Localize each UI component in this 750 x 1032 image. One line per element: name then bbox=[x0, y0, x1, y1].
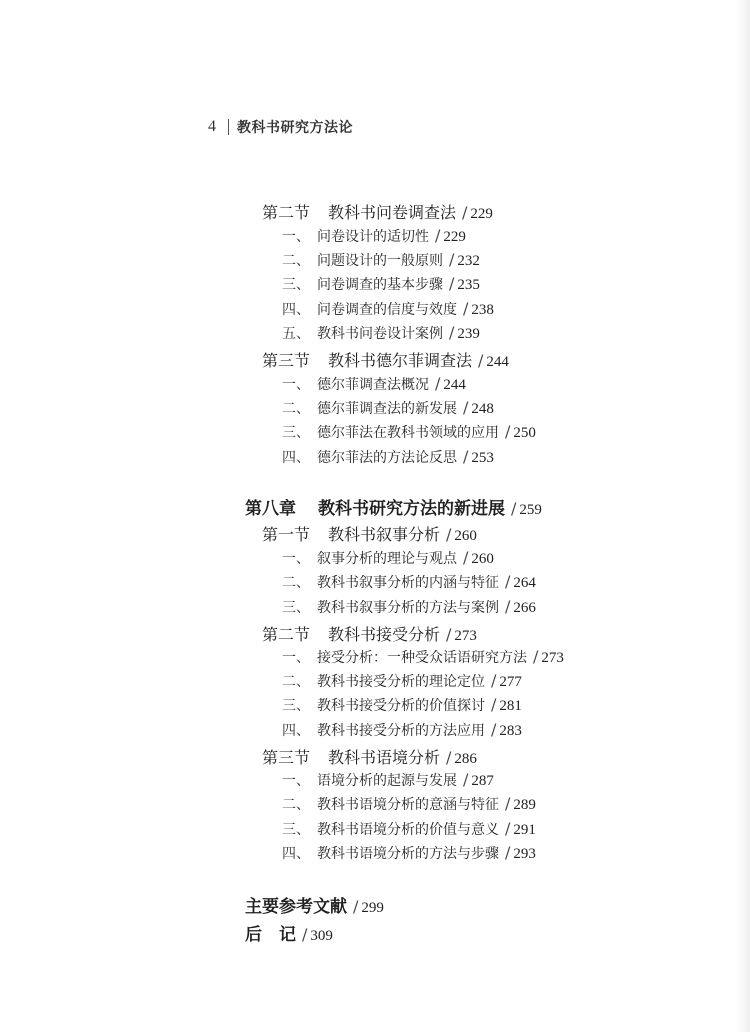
slash-separator: / bbox=[449, 323, 455, 342]
item-page: 266 bbox=[513, 600, 536, 616]
toc-item[interactable] bbox=[282, 794, 536, 814]
running-header bbox=[208, 116, 353, 138]
section-label: 第三节 bbox=[262, 351, 311, 370]
slash-separator: / bbox=[478, 351, 484, 370]
item-page: 273 bbox=[541, 650, 564, 666]
slash-separator: / bbox=[505, 843, 511, 862]
slash-separator: / bbox=[491, 671, 497, 690]
section-label: 第二节 bbox=[262, 625, 311, 644]
section-title: 教科书问卷调查法 bbox=[328, 203, 457, 222]
item-title: 教科书语境分析的价值与意义 bbox=[317, 822, 499, 838]
afterword-page: 309 bbox=[310, 928, 333, 944]
item-title: 叙事分析的理论与观点 bbox=[317, 551, 457, 567]
item-number: 一、 bbox=[282, 650, 310, 666]
item-number: 四、 bbox=[282, 846, 310, 862]
item-title: 德尔菲法在教科书领域的应用 bbox=[317, 425, 499, 441]
chapter-title: 教科书研究方法的新进展 bbox=[318, 499, 505, 519]
afterword-title: 后 记 bbox=[245, 925, 296, 945]
item-page: 287 bbox=[471, 773, 494, 789]
item-number: 一、 bbox=[282, 773, 310, 789]
slash-separator: / bbox=[533, 647, 539, 666]
toc-item[interactable] bbox=[282, 422, 536, 442]
item-title: 教科书接受分析的理论定位 bbox=[317, 674, 485, 690]
item-title: 教科书叙事分析的内涵与特征 bbox=[317, 575, 499, 591]
toc-item[interactable] bbox=[282, 647, 564, 667]
item-title: 教科书叙事分析的方法与案例 bbox=[317, 600, 499, 616]
slash-separator: / bbox=[463, 398, 469, 417]
slash-separator: / bbox=[505, 819, 511, 838]
toc-chapter-8[interactable] bbox=[245, 494, 542, 519]
header-book-title: 教科书研究方法论 bbox=[237, 120, 353, 136]
toc-item[interactable] bbox=[282, 671, 522, 691]
item-page: 244 bbox=[443, 377, 466, 393]
toc-section-delphi[interactable] bbox=[262, 348, 509, 371]
item-number: 四、 bbox=[282, 302, 310, 318]
item-title: 教科书语境分析的意涵与特征 bbox=[317, 797, 499, 813]
toc-item[interactable] bbox=[282, 398, 494, 418]
references-page: 299 bbox=[361, 900, 384, 916]
slash-separator: / bbox=[511, 499, 517, 518]
item-title: 德尔菲调查法概况 bbox=[317, 377, 429, 393]
item-number: 一、 bbox=[282, 377, 310, 393]
toc-item[interactable] bbox=[282, 250, 480, 270]
item-title: 德尔菲法的方法论反思 bbox=[317, 450, 457, 466]
section-title: 教科书接受分析 bbox=[328, 625, 441, 644]
toc-item[interactable] bbox=[282, 274, 480, 294]
toc-item[interactable] bbox=[282, 770, 494, 790]
slash-separator: / bbox=[505, 422, 511, 441]
slash-separator: / bbox=[446, 525, 452, 544]
item-title: 语境分析的起源与发展 bbox=[317, 773, 457, 789]
slash-separator: / bbox=[505, 794, 511, 813]
item-page: 253 bbox=[471, 450, 494, 466]
item-number: 二、 bbox=[282, 797, 310, 813]
item-title: 德尔菲调查法的新发展 bbox=[317, 401, 457, 417]
item-number: 三、 bbox=[282, 600, 310, 616]
slash-separator: / bbox=[435, 226, 441, 245]
toc-item[interactable] bbox=[282, 572, 536, 592]
item-title: 教科书接受分析的价值探讨 bbox=[317, 698, 485, 714]
item-number: 三、 bbox=[282, 425, 310, 441]
slash-separator: / bbox=[463, 447, 469, 466]
item-title: 接受分析：一种受众话语研究方法 bbox=[317, 650, 527, 666]
toc-section-reception[interactable] bbox=[262, 622, 477, 645]
toc-section-context[interactable] bbox=[262, 745, 477, 768]
item-number: 四、 bbox=[282, 723, 310, 739]
item-title: 教科书语境分析的方法与步骤 bbox=[317, 846, 499, 862]
slash-separator: / bbox=[446, 748, 452, 767]
slash-separator: / bbox=[353, 897, 359, 916]
item-number: 三、 bbox=[282, 698, 310, 714]
slash-separator: / bbox=[302, 925, 308, 944]
item-number: 四、 bbox=[282, 450, 310, 466]
item-page: 293 bbox=[513, 846, 536, 862]
item-page: 289 bbox=[513, 797, 536, 813]
item-title: 问卷调查的基本步骤 bbox=[317, 277, 443, 293]
slash-separator: / bbox=[463, 770, 469, 789]
item-number: 三、 bbox=[282, 822, 310, 838]
item-number: 一、 bbox=[282, 551, 310, 567]
item-number: 二、 bbox=[282, 575, 310, 591]
slash-separator: / bbox=[449, 274, 455, 293]
section-title: 教科书叙事分析 bbox=[328, 525, 441, 544]
section-label: 第二节 bbox=[262, 203, 311, 222]
item-page: 281 bbox=[499, 698, 522, 714]
toc-section-narrative[interactable] bbox=[262, 522, 477, 545]
slash-separator: / bbox=[463, 548, 469, 567]
toc-item[interactable] bbox=[282, 226, 466, 246]
references-title: 主要参考文献 bbox=[245, 897, 347, 917]
item-page: 291 bbox=[513, 822, 536, 838]
toc-item[interactable] bbox=[282, 447, 494, 467]
slash-separator: / bbox=[435, 374, 441, 393]
section-page: 273 bbox=[454, 628, 477, 644]
toc-item[interactable] bbox=[282, 720, 522, 740]
toc-item[interactable] bbox=[282, 843, 536, 863]
item-title: 教科书接受分析的方法应用 bbox=[317, 723, 485, 739]
page-edge-shadow bbox=[736, 0, 750, 1032]
toc-section-questionnaire[interactable] bbox=[262, 200, 493, 223]
section-page: 244 bbox=[486, 354, 509, 370]
item-page: 239 bbox=[457, 326, 480, 342]
item-number: 五、 bbox=[282, 326, 310, 342]
slash-separator: / bbox=[491, 720, 497, 739]
item-title: 教科书问卷设计案例 bbox=[317, 326, 443, 342]
item-number: 二、 bbox=[282, 674, 310, 690]
item-number: 二、 bbox=[282, 253, 310, 269]
section-label: 第三节 bbox=[262, 748, 311, 767]
section-title: 教科书语境分析 bbox=[328, 748, 441, 767]
item-page: 235 bbox=[457, 277, 480, 293]
slash-separator: / bbox=[505, 597, 511, 616]
item-title: 问卷调查的信度与效度 bbox=[317, 302, 457, 318]
slash-separator: / bbox=[463, 299, 469, 318]
section-page: 260 bbox=[454, 528, 477, 544]
section-page: 286 bbox=[454, 751, 477, 767]
toc-item[interactable] bbox=[282, 299, 494, 319]
item-page: 250 bbox=[513, 425, 536, 441]
item-page: 248 bbox=[471, 401, 494, 417]
section-title: 教科书德尔菲调查法 bbox=[328, 351, 473, 370]
toc-item[interactable] bbox=[282, 819, 536, 839]
item-page: 232 bbox=[457, 253, 480, 269]
slash-separator: / bbox=[462, 203, 468, 222]
item-page: 283 bbox=[499, 723, 522, 739]
toc-item[interactable] bbox=[282, 323, 480, 343]
toc-item[interactable] bbox=[282, 548, 494, 568]
toc-item[interactable] bbox=[282, 695, 522, 715]
item-title: 问题设计的一般原则 bbox=[317, 253, 443, 269]
item-page: 277 bbox=[499, 674, 522, 690]
item-number: 二、 bbox=[282, 401, 310, 417]
slash-separator: / bbox=[491, 695, 497, 714]
item-number: 一、 bbox=[282, 229, 310, 245]
item-page: 238 bbox=[471, 302, 494, 318]
header-page-number: 4 bbox=[208, 118, 216, 135]
item-number: 三、 bbox=[282, 277, 310, 293]
slash-separator: / bbox=[446, 625, 452, 644]
toc-item[interactable] bbox=[282, 374, 466, 394]
toc-item[interactable] bbox=[282, 597, 536, 617]
section-label: 第一节 bbox=[262, 525, 311, 544]
header-divider bbox=[228, 119, 229, 135]
item-title: 问卷设计的适切性 bbox=[317, 229, 429, 245]
slash-separator: / bbox=[449, 250, 455, 269]
item-page: 264 bbox=[513, 575, 536, 591]
toc-references[interactable] bbox=[245, 892, 384, 917]
toc-afterword[interactable] bbox=[245, 920, 333, 945]
chapter-page: 259 bbox=[519, 502, 542, 518]
slash-separator: / bbox=[505, 572, 511, 591]
item-page: 260 bbox=[471, 551, 494, 567]
item-page: 229 bbox=[443, 229, 466, 245]
section-page: 229 bbox=[470, 206, 493, 222]
chapter-label: 第八章 bbox=[245, 499, 296, 519]
